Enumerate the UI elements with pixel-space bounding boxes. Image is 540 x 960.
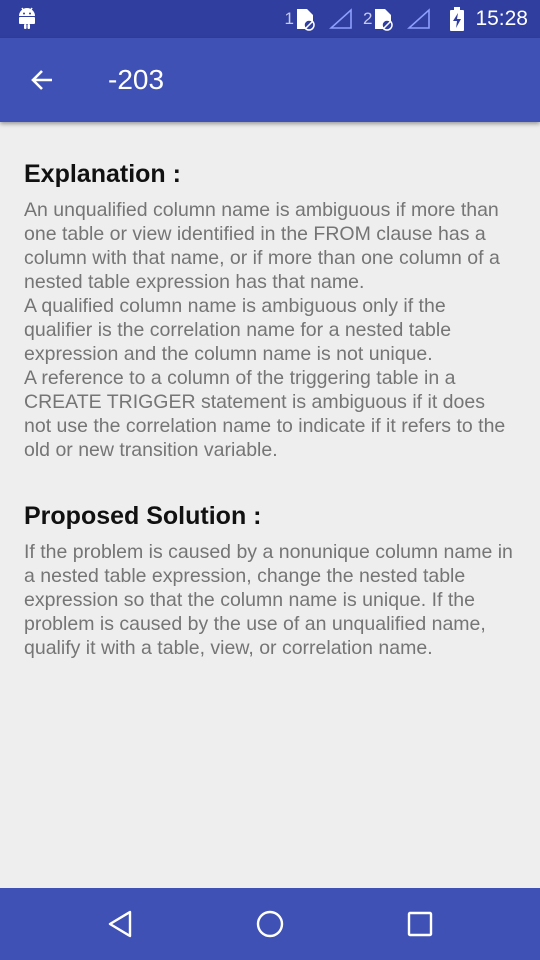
page-title: -203 xyxy=(108,64,165,95)
sim1-label: 1 xyxy=(284,9,294,28)
navigation-bar xyxy=(0,888,540,960)
nav-home-button[interactable] xyxy=(250,904,290,944)
back-button[interactable] xyxy=(22,60,62,100)
back-triangle-icon xyxy=(106,909,134,939)
sim-card-icon xyxy=(295,7,315,31)
sim2-indicator xyxy=(363,7,431,31)
home-circle-icon xyxy=(255,909,285,939)
explanation-heading: Explanation : xyxy=(24,160,181,188)
section-spacer xyxy=(24,462,516,500)
app-bar xyxy=(0,38,540,122)
sim1-indicator xyxy=(285,7,353,31)
signal-icon xyxy=(407,8,431,30)
status-bar xyxy=(0,0,540,38)
solution-heading: Proposed Solution : xyxy=(24,502,262,530)
nav-recents-button[interactable] xyxy=(400,904,440,944)
status-icons xyxy=(285,0,529,38)
error-details xyxy=(24,158,516,660)
explanation-text: An unqualified column name is ambiguous if more than one table or view identified in the FROM clause has a column with that name, or if more than one column of a nested table expression has that name. A qualified column name is ambiguous only if the qualifier is the correlation name for a nested table expression and the column name is not unique. A reference to a column of the triggering table in a CREATE TRIGGER statement is ambiguous if it does not use the correlation name to indicate if it refers to the old or new transition variable. xyxy=(24,199,506,461)
nav-back-button[interactable] xyxy=(100,904,140,944)
android-icon xyxy=(16,7,38,31)
arrow-back-icon xyxy=(29,67,55,93)
status-clock: 15:28 xyxy=(475,7,528,30)
sim-card-icon xyxy=(373,7,393,31)
solution-text: If the problem is caused by a nonunique column name in a nested table expression, change the nested table expression so that the column name is unique. If the problem is caused by the use of an unqualified name, qualify it with a table, view, or correlation name. xyxy=(24,541,513,659)
signal-icon xyxy=(329,8,353,30)
sim2-label: 2 xyxy=(362,9,373,28)
battery-charging-icon xyxy=(449,7,465,31)
recents-square-icon xyxy=(407,911,433,937)
